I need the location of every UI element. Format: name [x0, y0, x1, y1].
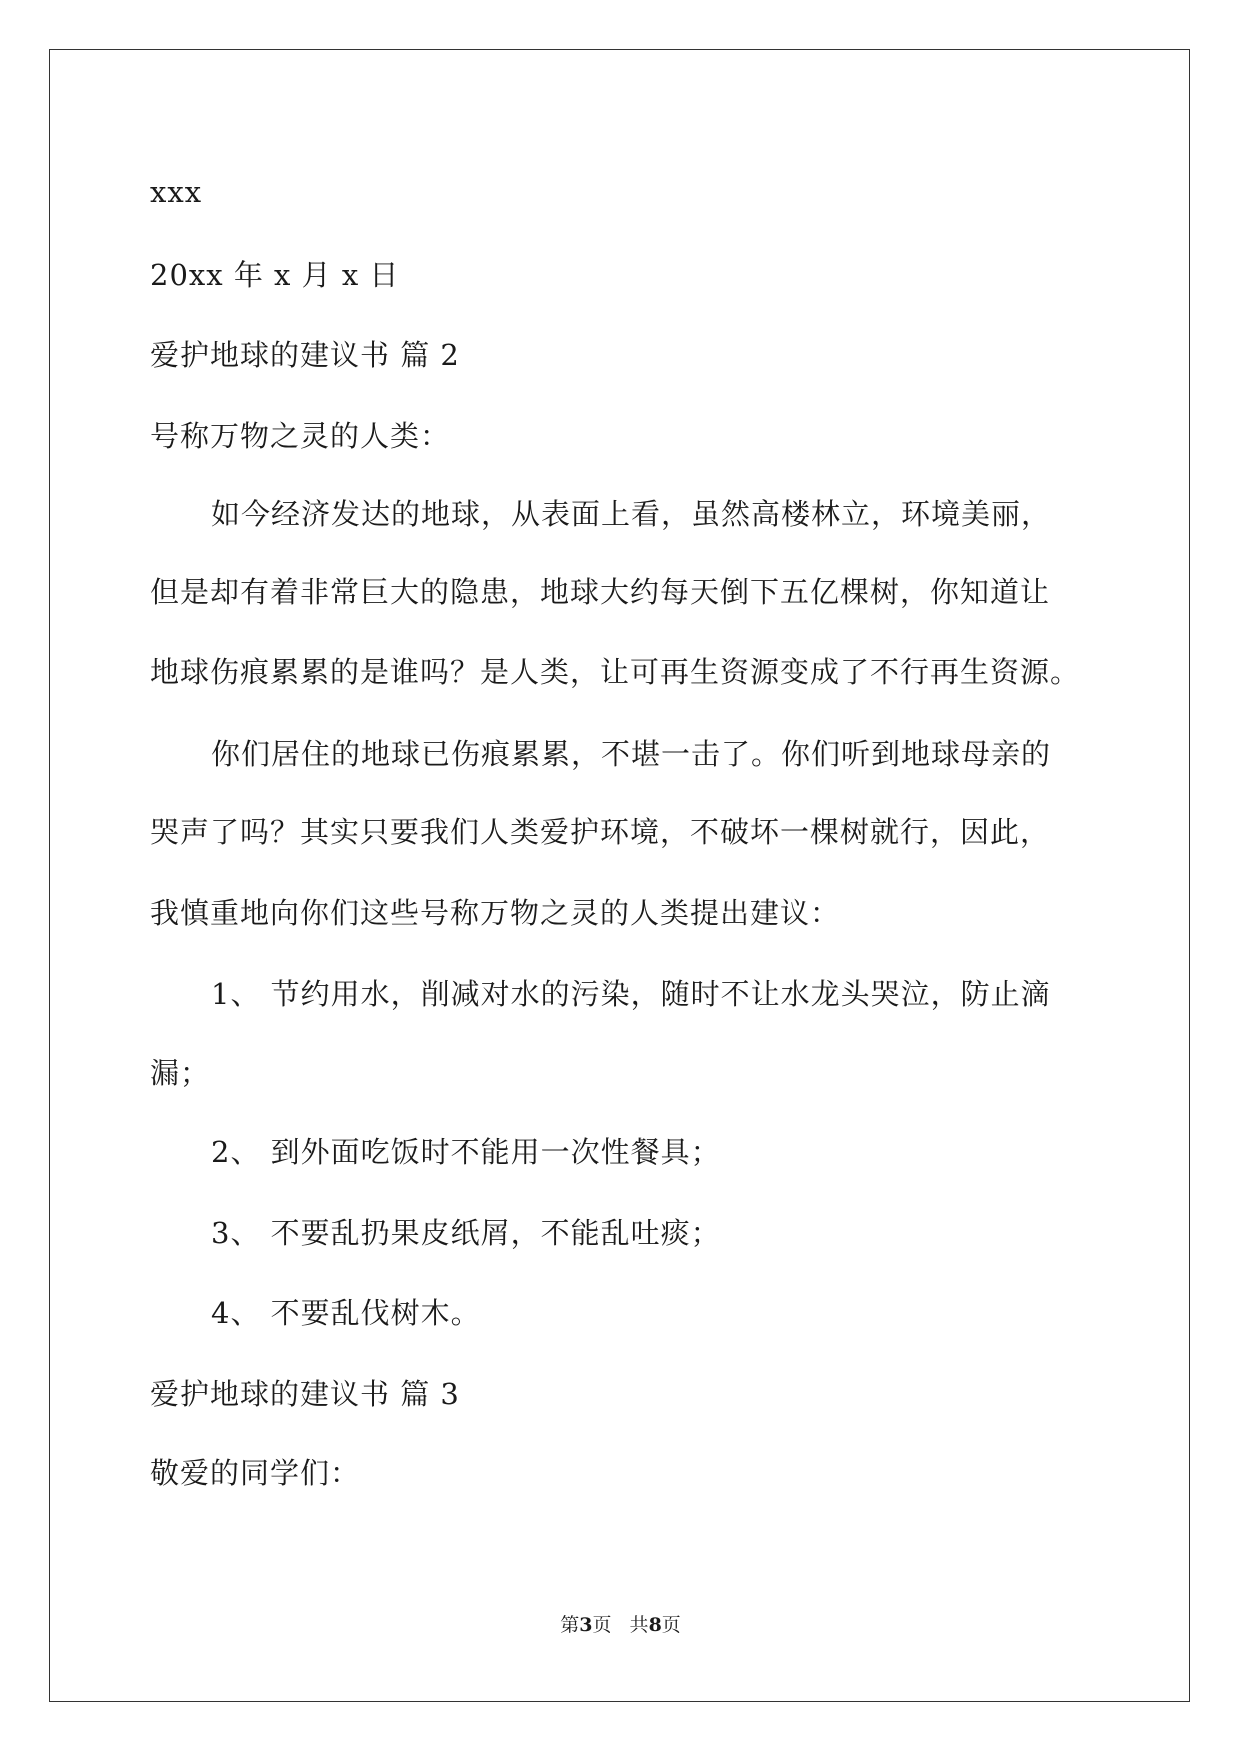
footer-total-pages: 8	[648, 1614, 662, 1636]
suggestion-4: 4、 不要乱伐树木。	[211, 1296, 481, 1330]
footer-current-page: 3	[579, 1614, 593, 1636]
suggestion-1-line-2: 漏；	[150, 1056, 211, 1090]
salutation: 号称万物之灵的人类：	[150, 419, 451, 453]
paragraph-2-line-3: 我慎重地向你们这些号称万物之灵的人类提出建议：	[150, 896, 841, 930]
paragraph-1-line-2: 但是却有着非常巨大的隐患，地球大约每天倒下五亿棵树，你知道让	[150, 575, 1051, 609]
salutation-2: 敬爱的同学们：	[150, 1456, 361, 1490]
footer-prefix: 第	[560, 1614, 580, 1636]
paragraph-2-line-2: 哭声了吗？其实只要我们人类爱护环境，不破坏一棵树就行，因此，	[150, 815, 1051, 849]
footer-suffix: 页	[661, 1614, 681, 1636]
section-heading-2: 爱护地球的建议书 篇 2	[150, 338, 460, 372]
section-heading-3: 爱护地球的建议书 篇 3	[150, 1377, 460, 1411]
paragraph-1-line-3: 地球伤痕累累的是谁吗？是人类，让可再生资源变成了不行再生资源。	[150, 655, 1081, 689]
suggestion-1-line-1: 1、 节约用水，削减对水的污染，随时不让水龙头哭泣，防止滴	[211, 977, 1051, 1011]
paragraph-2-line-1: 你们居住的地球已伤痕累累，不堪一击了。你们听到地球母亲的	[211, 737, 1052, 771]
suggestion-3: 3、 不要乱扔果皮纸屑，不能乱吐痰；	[211, 1216, 721, 1250]
signature-name: xxx	[150, 175, 203, 209]
footer-mid: 页 共	[592, 1614, 649, 1636]
paragraph-1-line-1: 如今经济发达的地球，从表面上看，虽然高楼林立，环境美丽，	[211, 497, 1052, 531]
suggestion-2: 2、 到外面吃饭时不能用一次性餐具；	[211, 1135, 721, 1169]
signature-date: 20xx 年 x 月 x 日	[150, 258, 400, 292]
page-number-footer	[0, 1613, 1241, 1637]
